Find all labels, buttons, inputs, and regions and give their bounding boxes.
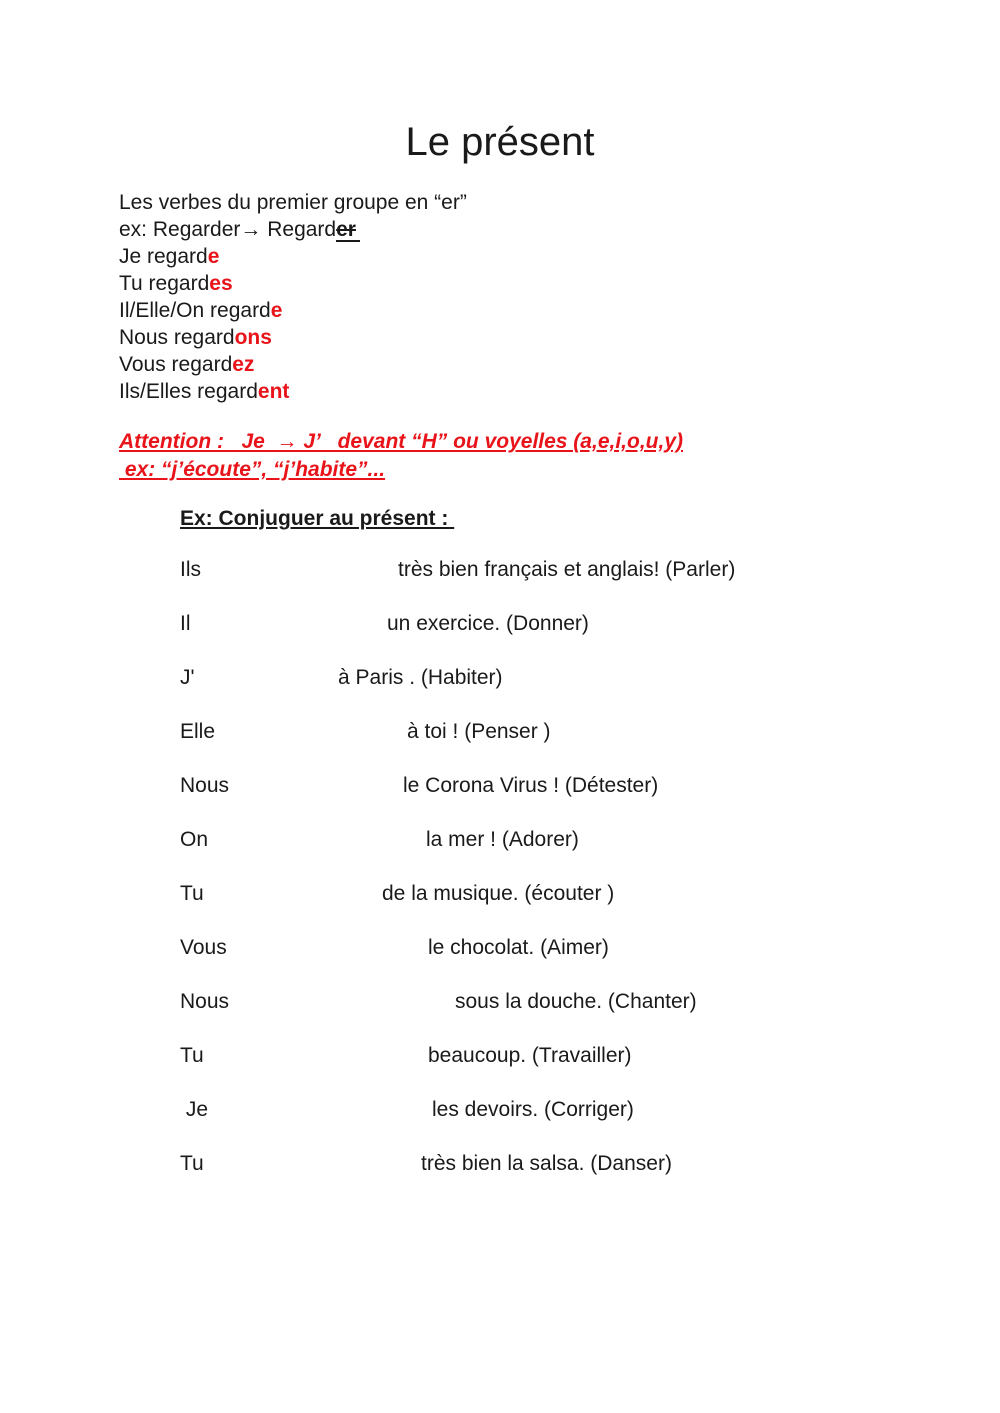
conjugation-ending: e	[207, 245, 220, 268]
exercise-title: Ex: Conjuguer au présent :	[180, 507, 455, 530]
example-struck-ending: er	[336, 218, 356, 241]
example-prefix: ex: Regarder→ Regard	[119, 218, 337, 241]
item-subject: Vous	[180, 936, 227, 959]
rules-intro: Les verbes du premier groupe en “er”	[119, 191, 467, 214]
attention-note	[119, 428, 683, 484]
conjugation-stem: Ils/Elles regard	[119, 380, 258, 403]
item-sentence: sous la douche. (Chanter)	[455, 990, 697, 1013]
conjugation-row	[119, 324, 467, 351]
conjugation-stem: Nous regard	[119, 326, 235, 349]
conjugation-row	[119, 351, 467, 378]
conjugation-stem: Tu regard	[119, 272, 210, 295]
conjugation-ending: ent	[257, 380, 290, 403]
item-subject: Tu	[180, 882, 204, 905]
conjugation-ending: e	[270, 299, 283, 322]
conjugation-row	[119, 270, 467, 297]
page-title: Le présent	[405, 120, 595, 164]
item-sentence: le chocolat. (Aimer)	[428, 936, 609, 959]
item-subject: Il	[180, 612, 191, 635]
item-sentence: très bien la salsa. (Danser)	[421, 1152, 672, 1175]
item-sentence: la mer ! (Adorer)	[426, 828, 579, 851]
item-subject: Nous	[180, 774, 230, 797]
conjugation-row	[119, 297, 467, 324]
item-subject: J'	[180, 666, 195, 689]
item-sentence: beaucoup. (Travailler)	[428, 1044, 632, 1067]
conjugation-stem: Je regard	[119, 245, 208, 268]
item-subject: Ils	[180, 558, 201, 581]
item-sentence: le Corona Virus ! (Détester)	[403, 774, 659, 797]
item-sentence: un exercice. (Donner)	[387, 612, 589, 635]
conjugation-ending: ons	[234, 326, 272, 349]
attention-line-2: ex: “j’écoute”, “j’habite”...	[119, 458, 386, 481]
rules-example	[119, 216, 467, 243]
item-sentence: de la musique. (écouter )	[382, 882, 615, 905]
attention-line-1: Attention : Je → J’ devant “H” ou voyelles (a,e,i,o,u,y)	[119, 430, 683, 453]
conjugation-stem: Il/Elle/On regard	[119, 299, 271, 322]
item-sentence: à toi ! (Penser )	[407, 720, 551, 743]
item-sentence: les devoirs. (Corriger)	[432, 1098, 634, 1121]
conjugation-ending: es	[209, 272, 233, 295]
item-subject: Nous	[180, 990, 230, 1013]
item-subject: Elle	[180, 720, 216, 743]
conjugation-stem: Vous regard	[119, 353, 233, 376]
item-subject: Tu	[180, 1044, 204, 1067]
item-subject: Tu	[180, 1152, 204, 1175]
item-subject: On	[180, 828, 209, 851]
conjugation-row	[119, 243, 467, 270]
item-sentence: très bien français et anglais! (Parler)	[398, 558, 736, 581]
conjugation-row	[119, 378, 467, 405]
conjugation-ending: ez	[232, 353, 255, 376]
rules-section	[119, 189, 467, 405]
item-sentence: à Paris . (Habiter)	[338, 666, 503, 689]
item-subject: Je	[180, 1098, 209, 1121]
